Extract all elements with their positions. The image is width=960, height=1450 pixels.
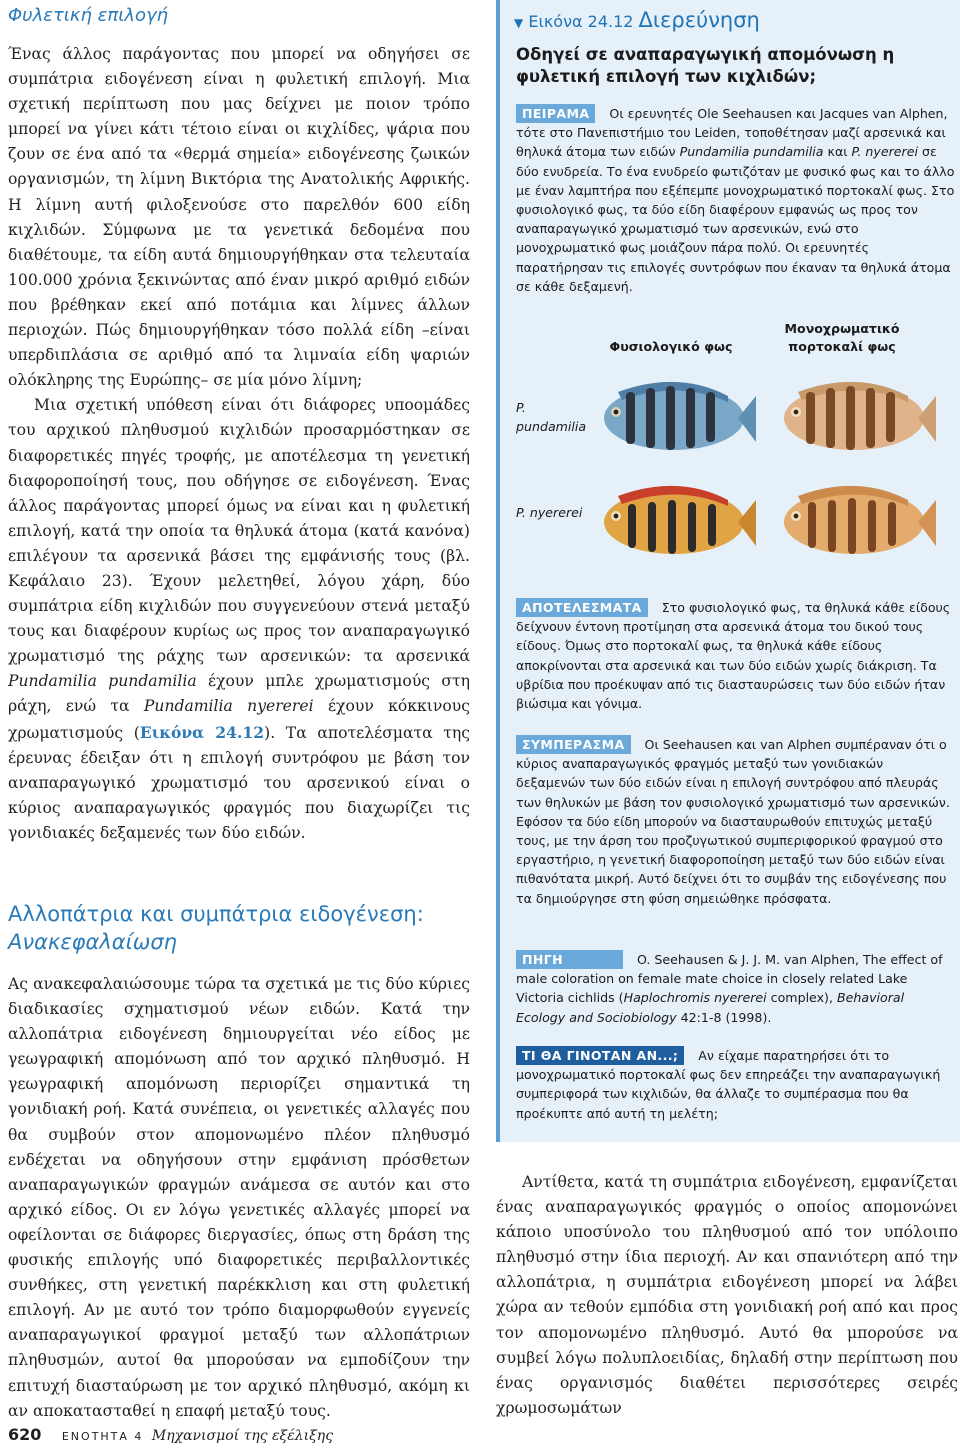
summary-heading: Αλλοπάτρια και συμπάτρια ειδογένεση: Ανακεφαλαίωση: [8, 902, 424, 954]
conclusion-block: ΣΥΜΠΕΡΑΣΜΑ Οι Seehausen και van Alphen συμπέραναν ότι ο κύριος αναπαραγωγικός φραγμός μεταξύ των γονιδιακών δεξαμενών των δύο ειδών είναι η επιλογή συντρόφου από πλευράς των θηλυκών με βάση τον φυσιολογικό χρωματισμό των αρσενικών. Εφόσον τα δύο είδη μπορούν να διασταυρωθούν επιτυχώς μεταξύ τους, με την άρση του προζυγωτικού συμπεριφορικού φραγμού στο εργαστήριο, η γενετική διαφοροποίηση μεταξύ των δύο ειδών είναι πιθανότατα μικρή. Αυτό δείχνει ότι το συμβάν της ειδογένεσης που τα δημιούργησε στη φύση σημειώθηκε πρόσφατα.: [516, 737, 950, 906]
unit-label: ΕΝΟΤΗΤΑ 4: [61, 1430, 144, 1443]
fish-nyererei-normal-image: [588, 470, 758, 570]
what-if-block: ΤΙ ΘΑ ΓΙΝΟΤΑΝ ΑΝ...; Αν είχαμε παρατηρήσει ότι το μονοχρωματικό πορτοκαλί φως δεν επηρεάζει την αναπαραγωγική συμπεριφορά των κιχλιδών, θα άλλαζε το συμπέρασμα που θα προέκυπτε από αυτή τη μελέτη;: [516, 1048, 941, 1121]
paragraph-1: Ένας άλλος παράγοντας που μπορεί να οδηγήσει σε συμπάτρια ειδογένεση είναι η φυλετική επιλογή. Μια σχετική περίπτωση που μας δείχνει με ποιον τρόπο μπορεί να γίνει κάτι τέτοιο είναι οι κιχλίδες, ψάρια που ζουν σε ένα από τα «θερμά σημεία» ειδογένεσης ζωικών οργανισμών, τη λίμνη Βικτόρια της Ανατολικής Αφρικής. Η λίμνη αυτή φιλοξενούσε στο παρελθόν 600 είδη κιχλιδών. Σύμφωνα με τα γενετικά δεδομένα που διαθέτουμε, τα είδη αυτά δημιουργήθηκαν στα τελευταία 100.000 χρόνια ξεκινώντας από έναν μικρό αριθμό ειδών που βρέθηκαν εκεί από ποτάμια και λίμνες άλλων περιοχών. Πώς δημιουργήθηκαν τόσο πολλά είδη –είναι υπερδιπλάσια σε αριθμό από τα λιμναία είδη ψαριών ολόκληρης της Ευρώπης– σε μία μόνο λίμνη;: [8, 45, 470, 390]
column-head-orange-light: Μονοχρωματικό πορτοκαλί φως: [784, 321, 900, 354]
what-if-tag: ΤΙ ΘΑ ΓΙΝΟΤΑΝ ΑΝ...;: [516, 1046, 684, 1065]
paragraph-4: Αντίθετα, κατά τη συμπάτρια ειδογένεση, εμφανίζεται ένας αναπαραγωγικός φραγμός ο οποίος απομονώνει κάποιο υποσύνολο του πληθυσμού από τον υπόλοιπο πληθυσμό στην ίδια περιοχή. Αν και σπανιότερη από την αλλοπάτρια, η συμπάτρια ειδογένεση μπορεί να λάβει χώρα αν τεθούν εμπόδια στη γονιδιακή ροή από και προς τον απομονωμένο πληθυσμό. Αυτό θα μπορούσε να συμβεί λόγω πολυπλοειδίας, δηλαδή στην περίπτωση που ένας οργανισμός διαθέτει περισσότερες σειρές χρωμοσωμάτων: [496, 1173, 958, 1417]
section-title: Φυλετική επιλογή: [8, 5, 169, 26]
results-tag: ΑΠΟΤΕΛΕΣΜΑΤΑ: [516, 598, 648, 617]
fish-pundamilia-orange-image: [768, 366, 938, 466]
column-head-normal-light: Φυσιολογικό φως: [609, 339, 733, 354]
conclusion-tag: ΣΥΜΠΕΡΑΣΜΑ: [516, 735, 631, 754]
page-number: 620: [8, 1425, 42, 1444]
right-column-text: [496, 1170, 958, 1421]
page-footer: [8, 1425, 333, 1444]
figure-panel: [496, 0, 960, 1142]
species-name: Pundamilia nyererei: [143, 697, 314, 716]
species-name: Pundamilia pundamilia: [8, 672, 197, 691]
paragraph-2: Μια σχετική υπόθεση είναι ότι διάφορες υποομάδες του αρχικού πληθυσμού κιχλιδών προσαρμόστηκαν σε διαφορετικές πηγές τροφής, με αποτέλεσμα τη γενετική διαφοροποίησή τους, που οδήγησε σε ειδογένεση. Ένας άλλος παράγοντας μπορεί όμως να είναι και η φυλετική επιλογή, κατά την οποία τα θηλυκά άτομα (κατά κανόνα) επιλέγουν τα αρσενικά βάσει της εμφάνισής τους (βλ. Κεφάλαιο 23). Έχουν μελετηθεί, λόγου χάρη, δύο συμπάτρια είδη κιχλιδών που συγγενεύουν στενά μεταξύ τους και διαφέρουν κυρίως ως προς τον αναπαραγωγικό χρωματισμό της ράχης των αρσενικών: τα αρσενικά Pundamilia pundamilia έχουν μπλε χρωματισμούς στη ράχη, ενώ τα Pundamilia nyererei έχουν κόκκινους χρωματισμούς (Εικόνα 24.12). Τα αποτελέσματα της έρευνας έδειξαν ότι η επιλογή συντρόφου με βάση τον αναπαραγωγικό χρωματισμό του αρσενικού είναι ο κύριος αναπαραγωγικός φραγμός που διαχωρίζει τις γονιδιακές δεξαμενές των δύο ειδών.: [8, 396, 470, 842]
results-block: ΑΠΟΤΕΛΕΣΜΑΤΑ Στο φυσιολογικό φως, τα θηλυκά κάθε είδους δείχνουν έντονη προτίμηση στα αρσενικά άτομα του δικού τους είδους. Όμως στο πορτοκαλί φως, τα θηλυκά κάθε είδους αποκρίνονται στα αρσενικά και των δύο ειδών χωρίς διάκριση. Τα υβρίδια που προέκυψαν από τις διασταυρώσεις των δύο ειδών ήταν βιώσιμα και γόνιμα.: [516, 600, 951, 712]
species-label-nyererei: P. nyererei: [516, 505, 583, 520]
figure-label: ▼ Εικόνα 24.12 Διερεύνηση: [514, 8, 760, 32]
species-label-pundamilia: P. pundamilia: [516, 400, 587, 434]
fish-nyererei-orange-image: [768, 470, 938, 570]
figure-reference-link[interactable]: Εικόνα 24.12: [139, 722, 265, 742]
unit-title: Μηχανισμοί της εξέλιξης: [151, 1428, 334, 1444]
source-tag: ΠΗΓΗ: [516, 950, 623, 969]
fish-pundamilia-normal-image: [588, 366, 758, 466]
paragraph-3: Ας ανακεφαλαιώσουμε τώρα τα σχετικά με τις δύο κύριες διαδικασίες σχηματισμού νέων ειδών. Κατά την αλλοπάτρια ειδογένεση δημιουργείται νέο είδος με γεωγραφική απομόνωση από τον αρχικό πληθυσμό. Η γεωγραφική απομόνωση περιορίζει σημαντικά τη γονιδιακή ροή. Κατά συνέπεια, οι γενετικές αλλαγές που θα συμβούν στον απομονωμένο πλέον πληθυσμό ενδέχεται να οδηγήσουν στην εμφάνιση πρόσθετων αναπαραγωγικών φραγμών ανάμεσα σε αυτόν και στο αρχικό είδος. Οι εν λόγω γενετικές αλλαγές μπορεί να οφείλονται σε διάφορες διεργασίες, όπως στη δράση της φυσικής επιλογής υπό διαφορετικές περιβαλλοντικές συνθήκες, στη γενετική παρέκκλιση και στη φυλετική επιλογή. Αν με αυτό τον τρόπο διαμορφωθούν εγγενείς αναπαραγωγικοί φραγμοί μεταξύ των αλλοπάτριων πληθυσμών, αυτοί θα μπορούσαν να εμποδίζουν την επιτυχή διασταύρωση με τον αρχικό πληθυσμό, ακόμη κι αν αποκατασταθεί η επαφή μεταξύ τους.: [8, 975, 470, 1420]
figure-question: Οδηγεί σε αναπαραγωγική απομόνωση η φυλετική επιλογή των κιχλιδών;: [516, 45, 895, 86]
body-text-2: [8, 972, 470, 1424]
experiment-block: ΠΕΙΡΑΜΑ Οι ερευνητές Ole Seehausen και Jacques van Alphen, τότε στο Πανεπιστήμιο του Leiden, τοποθέτησαν μαζί αρσενικά και θηλυκά άτομα των ειδών Pundamilia pundamilia και P. nyererei σε δύο ενυδρεία. Το ένα ενυδρείο φωτιζόταν με φυσικό φως και το άλλο με έναν λαμπτήρα που εξέπεμπε μονοχρωματικό πορτοκαλί φως. Στο φυσιολογικό φως, τα δύο είδη διαφέρουν εμφανώς ως προς τον αναπαραγωγικό χρωματισμό των αρσενικών, ενώ στο μονοχρωματικό φως μοιάζουν πάρα πολύ. Οι ερευνητές παρατήρησαν τις επιλογές συντρόφων που έκαναν τα θηλυκά άτομα σε κάθε δεξαμενή.: [516, 106, 955, 294]
left-column: [8, 4, 470, 1424]
triangle-down-icon: ▼: [514, 16, 524, 30]
body-text-1: [8, 42, 470, 846]
source-block: ΠΗΓΗ O. Seehausen & J. J. M. van Alphen, The effect of male coloration on female mate choice in closely related Lake Victoria cichlids (Haplochromis nyererei complex), Behavioral Ecology and Sociobiology 42:1-8 (1998).: [516, 952, 943, 1025]
experiment-tag: ΠΕΙΡΑΜΑ: [516, 104, 595, 123]
